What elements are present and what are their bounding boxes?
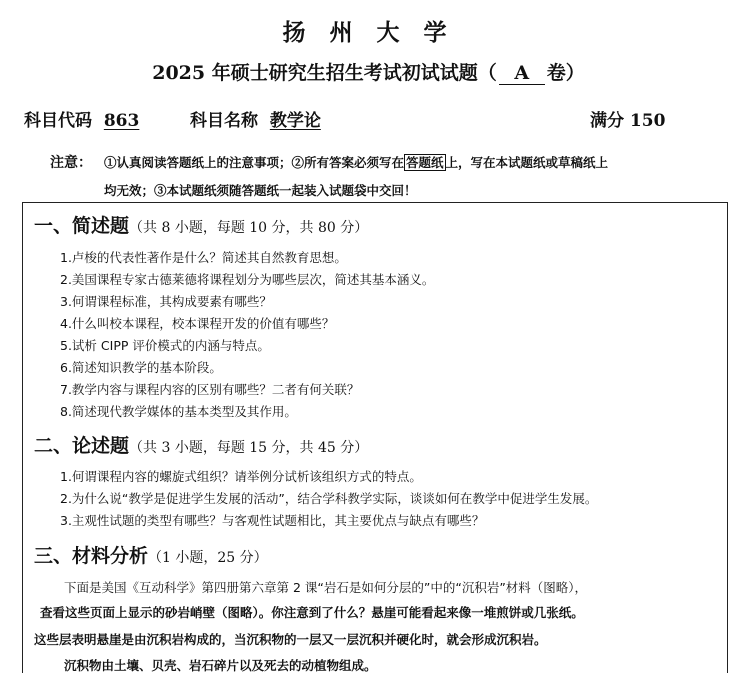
material-paragraph: 这些层表明悬崖是由沉积岩构成的，当沉积物的一层又一层沉积并硬化时，就会形成沉积岩。 — [34, 632, 547, 647]
section-note: （1 小题，25 分） — [148, 550, 268, 566]
question-item: 8.简述现代教学媒体的基本类型及其作用。 — [60, 404, 297, 419]
exam-title-suffix: 卷） — [546, 62, 585, 84]
section-note: （共 8 小题，每题 10 分，共 80 分） — [129, 220, 369, 236]
section-heading — [34, 431, 368, 458]
university-name: 扬 州 大 学 — [282, 19, 455, 46]
notice-line-1 — [104, 153, 608, 171]
question-item: 3.主观性试题的类型有哪些？与客观性试题相比，其主要优点与缺点有哪些？ — [60, 513, 485, 528]
question-item: 7.教学内容与课程内容的区别有哪些？二者有何关联？ — [60, 382, 360, 397]
material-paragraph: 下面是美国《互动科学》第四册第六章第 2 课“岩石是如何分层的”中的“沉积岩”材料（图略）， — [64, 580, 588, 595]
subject-code — [24, 106, 139, 131]
notice-line-1-post: 上，写在本试题纸或草稿纸上 — [445, 155, 609, 170]
material-paragraph: 沉积物由土壤、贝壳、岩石碎片以及死去的动植物组成。 — [64, 658, 377, 673]
question-item: 1.何谓课程内容的螺旋式组织？请举例分试析该组织方式的特点。 — [60, 469, 422, 484]
question-item: 6.简述知识教学的基本阶段。 — [60, 360, 222, 375]
question-item: 4.什么叫校本课程，校本课程开发的价值有哪些？ — [60, 316, 335, 331]
section-note: （共 3 小题，每题 15 分，共 45 分） — [129, 440, 369, 456]
notice-line-2: 均无效；③本试题纸须随答题纸一起装入试题袋中交回！ — [104, 183, 417, 198]
section-title: 一、简述题 — [34, 215, 130, 237]
material-paragraph: 查看这些页面上显示的砂岩峭壁（图略）。你注意到了什么？悬崖可能看起来像一堆煎饼或几张纸。 — [40, 605, 584, 620]
section-title: 三、材料分析 — [34, 545, 149, 567]
subject-name — [190, 106, 321, 131]
subject-name-label: 科目名称 — [190, 111, 258, 131]
question-item: 3.何谓课程标准，其构成要素有哪些？ — [60, 294, 272, 309]
subject-code-value: 863 — [103, 111, 140, 131]
section-title: 二、论述题 — [34, 435, 130, 457]
notice-label: 注意： — [50, 155, 92, 171]
question-item: 2.为什么说“教学是促进学生发展的活动”，结合学科教学实际，谈谈如何在教学中促进学生发展。 — [60, 491, 598, 506]
subject-code-label: 科目代码 — [24, 111, 92, 131]
question-item: 1.卢梭的代表性著作是什么？简述其自然教育思想。 — [60, 250, 347, 265]
notice-line-1-pre: ①认真阅读答题纸上的注意事项；②所有答案必须写在 — [104, 155, 405, 170]
exam-title — [0, 58, 737, 85]
question-item: 2.美国课程专家古德莱德将课程划分为哪些层次，简述其基本涵义。 — [60, 272, 435, 287]
subject-name-value: 教学论 — [269, 111, 321, 131]
paper-type: A — [499, 62, 545, 85]
full-score-value: 150 — [629, 111, 666, 131]
full-score — [590, 106, 665, 131]
section-heading — [34, 211, 368, 238]
section-heading — [34, 541, 268, 568]
answer-sheet-box: 答题纸 — [406, 155, 444, 170]
full-score-label: 满分 — [590, 111, 624, 131]
question-item: 5.试析 CIPP 评价模式的内涵与特点。 — [60, 338, 270, 353]
exam-title-text: 2025 年硕士研究生招生考试初试试题（ — [152, 62, 497, 84]
